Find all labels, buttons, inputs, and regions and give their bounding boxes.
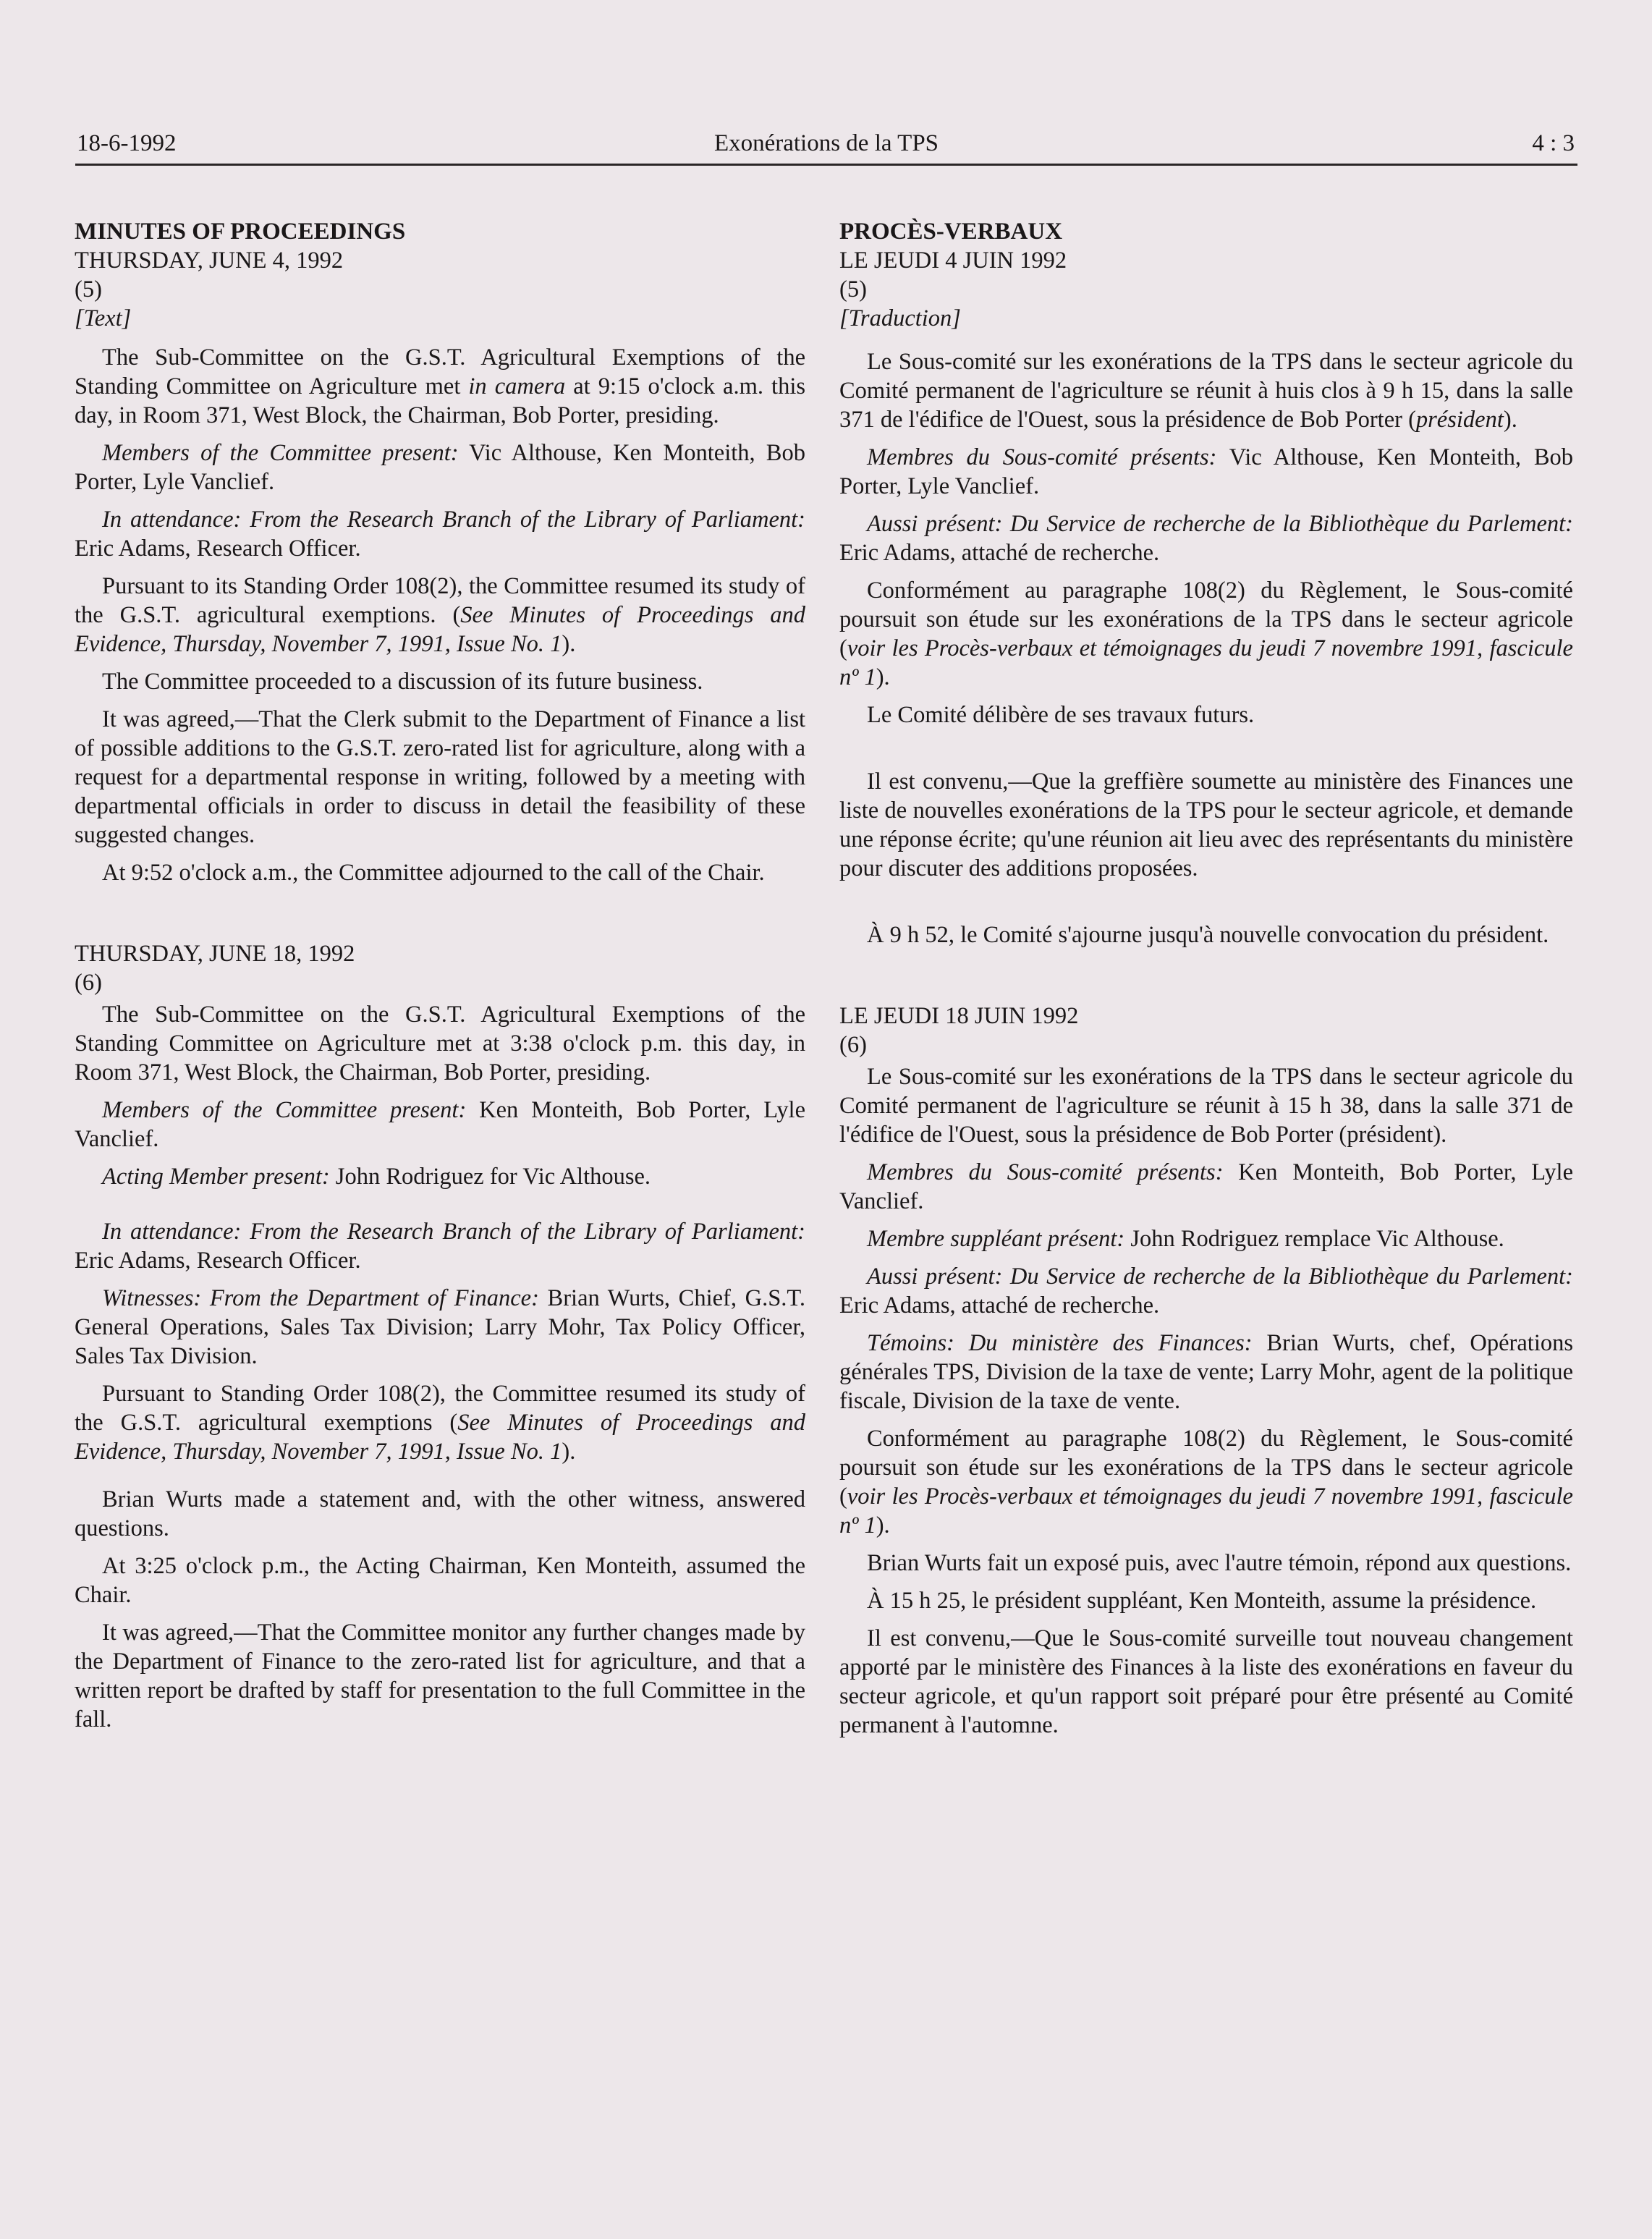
paragraph: At 3:25 o'clock p.m., the Acting Chairman, Ken Monteith, assumed the Chair. <box>75 1553 805 1608</box>
paragraph: Aussi présent: Du Service de recherche de la Bibliothèque du Parlement: Eric Adams, attaché de recherche. <box>839 1264 1573 1319</box>
minutes-heading: MINUTES OF PROCEEDINGS <box>75 219 406 245</box>
meeting-number: (6) <box>839 1032 867 1058</box>
meeting-number: (6) <box>75 970 102 996</box>
paragraph: Il est convenu,—Que le Sous-comité surveille tout nouveau changement apporté par le ministère des Finances à la liste des exonérations en faveur du secteur agricole, et qu'un rapport soit préparé pour être présenté au Comité permanent à l'automne. <box>839 1625 1573 1738</box>
paragraph: It was agreed,—That the Clerk submit to the Department of Finance a list of possible additions to the G.S.T. zero-rated list for agriculture, along with a request for a departmental response in writing, followed by a meeting with departmental officials in order to discuss in detail the feasibility of these suggested changes. <box>75 706 805 848</box>
paragraph: Witnesses: From the Department of Finance: Brian Wurts, Chief, G.S.T. General Operations, Sales Tax Division; Larry Mohr, Tax Policy Officer, Sales Tax Division. <box>75 1285 805 1369</box>
paragraph: Membres du Sous-comité présents: Vic Althouse, Ken Monteith, Bob Porter, Lyle Vanclief. <box>839 444 1573 499</box>
paragraph: Members of the Committee present: Ken Monteith, Bob Porter, Lyle Vanclief. <box>75 1097 805 1152</box>
paragraph: Aussi présent: Du Service de recherche de la Bibliothèque du Parlement: Eric Adams, attaché de recherche. <box>839 511 1573 566</box>
meeting-date: LE JEUDI 18 JUIN 1992 <box>839 1003 1079 1029</box>
paragraph: In attendance: From the Research Branch of the Library of Parliament: Eric Adams, Research Officer. <box>75 507 805 562</box>
paragraph: Conformément au paragraphe 108(2) du Règlement, le Sous-comité poursuit son étude sur les exonérations de la TPS dans le secteur agricole (voir les Procès-verbaux et témoignages du jeudi 7 novembre 1991, fascicule nº 1). <box>839 1426 1573 1538</box>
paragraph: The Sub-Committee on the G.S.T. Agricultural Exemptions of the Standing Committee on Agriculture met in camera at 9:15 o'clock a.m. this day, in Room 371, West Block, the Chairman, Bob Porter, presiding. <box>75 344 806 428</box>
paragraph: Pursuant to its Standing Order 108(2), the Committee resumed its study of the G.S.T. agricultural exemptions. (See Minutes of Proceedings and Evidence, Thursday, November 7, 1991, Issue No. 1). <box>75 573 805 657</box>
paragraph: It was agreed,—That the Committee monitor any further changes made by the Department of Finance to the zero-rated list for agriculture, and that a written report be drafted by staff for presentation to the full Committee in the fall. <box>75 1620 805 1732</box>
paragraph: Conformément au paragraphe 108(2) du Règlement, le Sous-comité poursuit son étude sur les exonérations de la TPS dans le secteur agricole (voir les Procès-verbaux et témoignages du jeudi 7 novembre 1991, fascicule nº 1). <box>839 577 1573 690</box>
meeting-date: THURSDAY, JUNE 4, 1992 <box>75 247 344 274</box>
text-tag: [Traduction] <box>839 305 961 331</box>
english-column <box>75 217 805 1743</box>
text-tag: [Text] <box>75 305 132 331</box>
paragraph: Membres du Sous-comité présents: Ken Monteith, Bob Porter, Lyle Vanclief. <box>839 1159 1573 1214</box>
paragraph: The Committee proceeded to a discussion of its future business. <box>102 669 703 695</box>
paragraph: Membre suppléant présent: John Rodriguez remplace Vic Althouse. <box>867 1226 1504 1252</box>
paragraph: Témoins: Du ministère des Finances: Brian Wurts, chef, Opérations générales TPS, Division de la taxe de vente; Larry Mohr, agent de la politique fiscale, Division de la taxe de vente. <box>839 1330 1574 1414</box>
paragraph: The Sub-Committee on the G.S.T. Agricultural Exemptions of the Standing Committee on Agriculture met at 3:38 o'clock p.m. this day, in Room 371, West Block, the Chairman, Bob Porter, presiding. <box>75 1002 805 1085</box>
paragraph: Brian Wurts made a statement and, with the other witness, answered questions. <box>75 1486 805 1541</box>
meeting-date: THURSDAY, JUNE 18, 1992 <box>75 941 355 967</box>
paragraph: À 15 h 25, le président suppléant, Ken Monteith, assume la présidence. <box>867 1588 1537 1614</box>
paragraph: Le Sous-comité sur les exonérations de la TPS dans le secteur agricole du Comité permanent de l'agriculture se réunit à huis clos à 9 h 15, dans la salle 371 de l'édifice de l'Ouest, sous la présidence de Bob Porter (président). <box>839 349 1573 433</box>
paragraph: In attendance: From the Research Branch of the Library of Parliament: Eric Adams, Research Officer. <box>75 1219 805 1274</box>
page-header <box>75 129 1577 166</box>
paragraph: À 9 h 52, le Comité s'ajourne jusqu'à nouvelle convocation du président. <box>867 922 1549 948</box>
french-column <box>839 217 1573 1748</box>
paragraph: Acting Member present: John Rodriguez for Vic Althouse. <box>102 1164 651 1190</box>
header-date: 18-6-1992 <box>77 130 177 156</box>
meeting-number: (5) <box>75 276 102 302</box>
meeting-number: (5) <box>839 276 867 302</box>
paragraph: Le Sous-comité sur les exonérations de la TPS dans le secteur agricole du Comité permanent de l'agriculture se réunit à 15 h 38, dans la salle 371 de l'édifice de l'Ouest, sous la présidence de Bob Porter (président). <box>839 1064 1573 1148</box>
paragraph: Le Comité délibère de ses travaux futurs. <box>867 702 1255 728</box>
paragraph: Il est convenu,—Que la greffière soumette au ministère des Finances une liste de nouvelles exonérations de la TPS pour le secteur agricole, et demande une réponse écrite; qu'une réunion ait lieu avec des représentants du ministère pour discuter des additions proposées. <box>839 769 1573 881</box>
header-page-number: 4 : 3 <box>1532 130 1575 156</box>
paragraph: At 9:52 o'clock a.m., the Committee adjourned to the call of the Chair. <box>102 860 765 886</box>
meeting-date: LE JEUDI 4 JUIN 1992 <box>839 247 1067 274</box>
minutes-heading: PROCÈS-VERBAUX <box>839 219 1063 245</box>
paragraph: Pursuant to Standing Order 108(2), the Committee resumed its study of the G.S.T. agricultural exemptions (See Minutes of Proceedings and Evidence, Thursday, November 7, 1991, Issue No. 1). <box>75 1381 805 1465</box>
header-title: Exonérations de la TPS <box>713 130 939 156</box>
paragraph: Brian Wurts fait un exposé puis, avec l'autre témoin, répond aux questions. <box>867 1550 1572 1576</box>
paragraph: Members of the Committee present: Vic Althouse, Ken Monteith, Bob Porter, Lyle Vanclief. <box>75 440 805 495</box>
